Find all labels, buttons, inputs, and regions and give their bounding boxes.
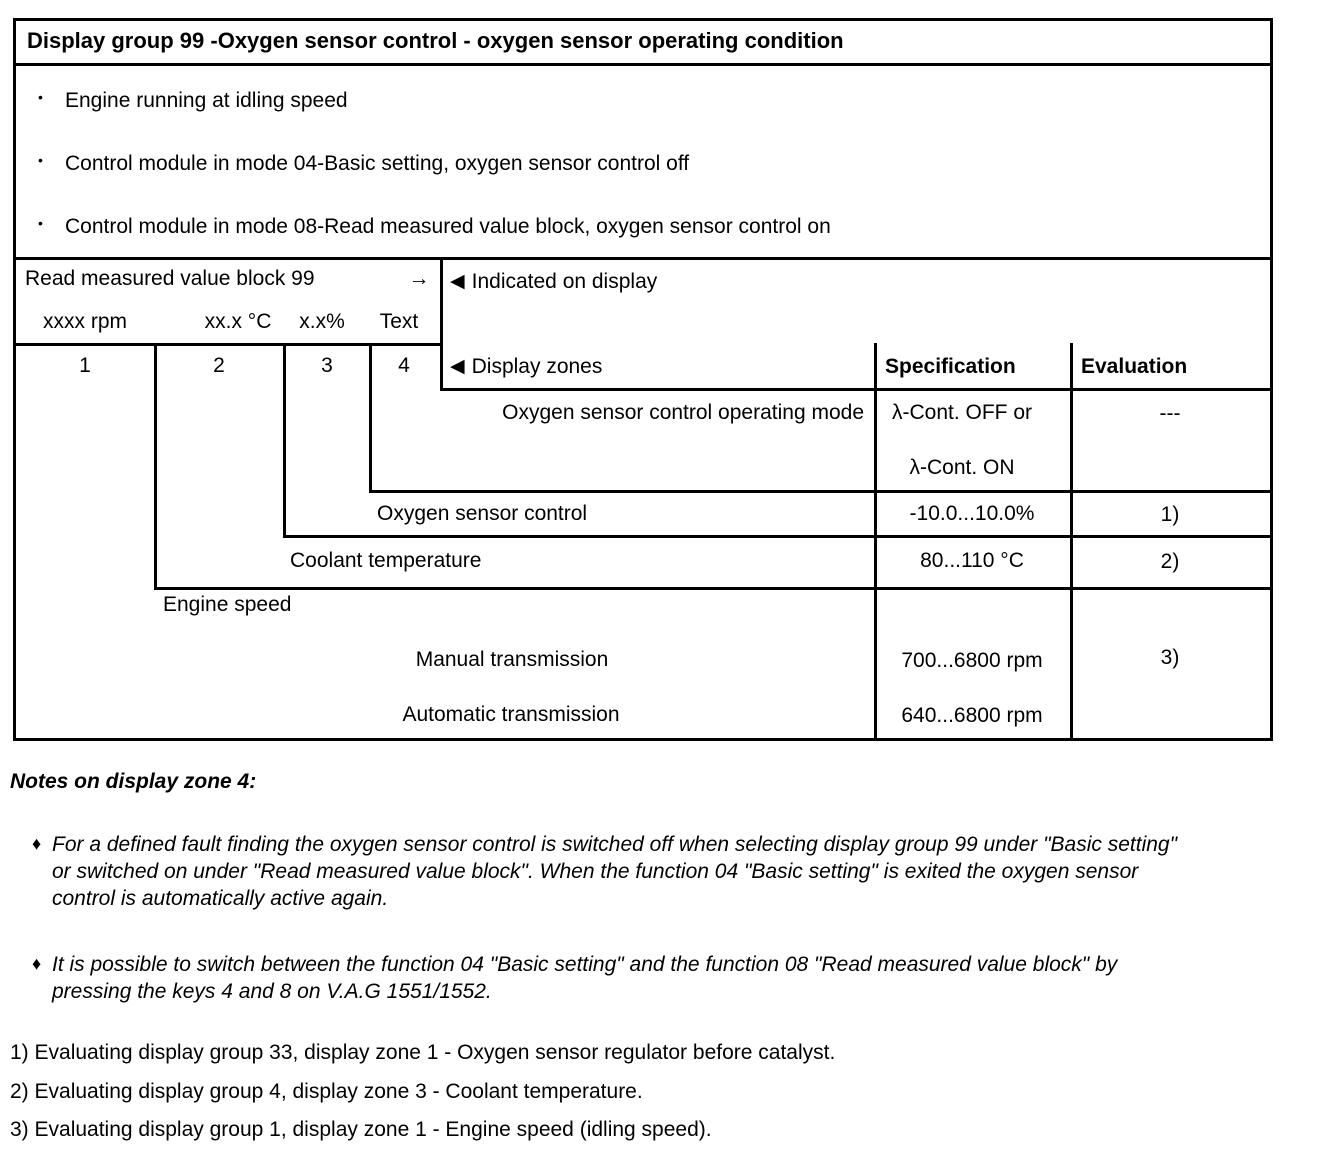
note-line: It is possible to switch between the function 04 "Basic setting" and the function 08 "Read measured value block" by: [52, 953, 1118, 976]
left-triangle-icon: ◀: [450, 356, 465, 377]
eval-oxygen-control: 1): [1160, 503, 1180, 526]
grid-line: [874, 343, 877, 741]
notes-heading: Notes on display zone 4:: [10, 770, 257, 793]
spec-automatic: 640...6800 rpm: [901, 704, 1043, 727]
grid-line: [369, 490, 1273, 493]
grid-line: [13, 343, 443, 346]
measured-value-block-label: Read measured value block 99: [25, 267, 315, 290]
diamond-bullet-icon: ♦: [32, 953, 42, 974]
note-line: control is automatically active again.: [52, 887, 389, 910]
grid-line: [283, 343, 286, 538]
zone-number-3: 3: [321, 354, 333, 377]
eval-engine-speed: 3): [1160, 646, 1180, 669]
zone-number-1: 1: [79, 354, 91, 377]
grid-line: [440, 257, 443, 391]
note-line: For a defined fault finding the oxygen sensor control is switched off when selecting display group 99 under "Basic setting": [52, 833, 1178, 856]
indicated-on-display-label: [450, 270, 657, 294]
spec-operating-mode-off: λ-Cont. OFF or: [891, 401, 1033, 424]
eval-operating-mode: ---: [1159, 402, 1181, 425]
grid-line: [13, 63, 1273, 66]
row-engine-speed-label: Engine speed: [163, 593, 292, 616]
indicated-text: Indicated on display: [471, 270, 658, 293]
grid-line: [283, 535, 1273, 538]
condition-text: Control module in mode 04-Basic setting, oxygen sensor control off: [65, 152, 690, 175]
grid-line: [1270, 18, 1273, 741]
format-percent: x.x%: [299, 310, 345, 333]
grid-line: [1070, 343, 1073, 741]
diamond-bullet-icon: ♦: [32, 833, 42, 854]
specification-header: Specification: [885, 355, 1016, 378]
format-rpm: xxxx rpm: [43, 310, 127, 333]
right-arrow-icon: →: [408, 267, 430, 290]
note-line: pressing the keys 4 and 8 on V.A.G 1551/1552.: [52, 980, 492, 1003]
bullet-icon: •: [38, 152, 43, 168]
row-operating-mode-label: Oxygen sensor control operating mode: [502, 401, 864, 424]
grid-line: [154, 343, 157, 590]
grid-line: [154, 587, 1273, 590]
bullet-icon: •: [38, 89, 43, 105]
row-manual-label: Manual transmission: [415, 648, 609, 671]
row-automatic-label: Automatic transmission: [402, 703, 620, 726]
footnote-3: 3) Evaluating display group 1, display zone 1 - Engine speed (idling speed).: [10, 1118, 712, 1141]
evaluation-header: Evaluation: [1081, 355, 1188, 378]
spec-operating-mode-on: λ-Cont. ON: [909, 456, 1015, 479]
row-oxygen-control-label: Oxygen sensor control: [377, 502, 588, 525]
row-coolant-label: Coolant temperature: [290, 549, 482, 572]
spec-manual: 700...6800 rpm: [901, 649, 1043, 672]
display-zones-label: [450, 355, 602, 379]
grid-line: [13, 18, 1273, 21]
note-line: or switched on under "Read measured value block". When the function 04 "Basic setting" is exited the oxygen sensor: [52, 860, 1139, 883]
spec-oxygen-control: -10.0...10.0%: [909, 502, 1035, 525]
condition-text: Control module in mode 08-Read measured value block, oxygen sensor control on: [65, 215, 831, 238]
grid-line: [13, 738, 1273, 741]
eval-coolant: 2): [1160, 550, 1180, 573]
zones-text: Display zones: [471, 355, 603, 378]
table-title: Display group 99 -Oxygen sensor control - oxygen sensor operating condition: [27, 28, 844, 53]
bullet-icon: •: [38, 215, 43, 231]
zone-number-2: 2: [213, 354, 225, 377]
format-text: Text: [379, 310, 419, 333]
format-temp: xx.x °C: [204, 310, 272, 333]
spec-coolant: 80...110 °C: [920, 549, 1024, 572]
grid-line: [13, 18, 16, 741]
condition-text: Engine running at idling speed: [65, 89, 348, 112]
footnote-2: 2) Evaluating display group 4, display zone 3 - Coolant temperature.: [10, 1080, 643, 1103]
grid-line: [440, 388, 1273, 391]
footnote-1: 1) Evaluating display group 33, display zone 1 - Oxygen sensor regulator before catalyst.: [10, 1041, 836, 1064]
zone-number-4: 4: [398, 354, 410, 377]
grid-line: [13, 257, 1273, 260]
grid-line: [369, 343, 372, 493]
left-triangle-icon: ◀: [450, 271, 465, 292]
